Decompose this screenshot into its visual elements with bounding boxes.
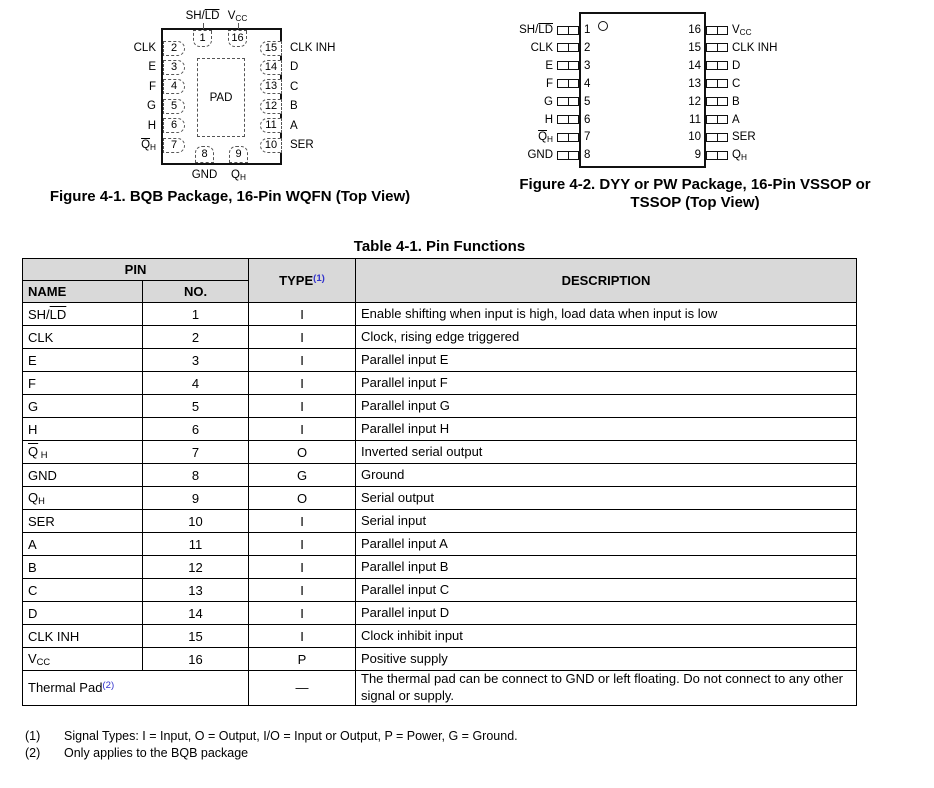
pin-label: $\overline{Q}_H$ (538, 131, 553, 145)
pin-number: 14 (264, 60, 278, 73)
pin-number: 13 (688, 77, 701, 90)
pin-lead (706, 79, 728, 88)
figure-4-2-tssop-diagram (500, 0, 920, 215)
footnote-row (25, 745, 518, 762)
table-row (23, 579, 857, 602)
pin-description-cell: Parallel input F (356, 372, 857, 395)
pin-no-cell: 3 (143, 349, 249, 372)
pin-lead (557, 115, 579, 124)
pin-label: $Q_H$ (732, 149, 747, 163)
pin-box (260, 118, 282, 133)
pin-lead (706, 151, 728, 160)
table-row (23, 303, 857, 326)
pin-number: 3 (584, 59, 591, 72)
pin-box (260, 79, 282, 94)
pin-number: 6 (584, 113, 591, 126)
table-row (23, 326, 857, 349)
pin-label: C (732, 77, 741, 90)
pin-number: 15 (264, 41, 278, 54)
pin-number: 13 (264, 80, 278, 93)
pin-box (260, 60, 282, 75)
pin-label: B (732, 95, 740, 108)
pin-number: 8 (201, 148, 208, 160)
pin-lead-divider (568, 44, 569, 51)
table-row (23, 441, 857, 464)
pin-no-cell: 6 (143, 418, 249, 441)
pin-number: 15 (688, 41, 701, 54)
pin-label: GND (191, 169, 218, 181)
figure-4-2-caption-line1: Figure 4-2. DYY or PW Package, 16-Pin VSSOP or (519, 176, 871, 193)
pin-lead (706, 43, 728, 52)
pin-lead (706, 61, 728, 70)
pin-number: 11 (689, 113, 701, 126)
pin-description-cell: Parallel input E (356, 349, 857, 372)
pin-label: D (290, 61, 299, 74)
pin-label: $SH/\overline{LD}$ (519, 24, 553, 36)
pin-name-cell: H (23, 418, 143, 441)
pin-number: 6 (170, 119, 178, 132)
table-header (23, 259, 857, 303)
pin-label: G (544, 95, 553, 108)
pin-type-cell: O (249, 487, 356, 510)
pin-description-cell: Parallel input A (356, 533, 857, 556)
footnote-text: Only applies to the BQB package (64, 745, 249, 760)
pin-description-cell: Positive supply (356, 648, 857, 671)
pin-type-cell: I (249, 349, 356, 372)
pin-number: 5 (584, 95, 591, 108)
pin-type-cell: G (249, 464, 356, 487)
pin-name-cell: $\overline{Q}$ $_H$ (23, 441, 143, 464)
table-row (23, 372, 857, 395)
pin-label: $V_{CC}$ (732, 24, 752, 37)
pin-label: F (148, 80, 156, 93)
pin-label: A (290, 119, 298, 132)
pin-no-cell: 8 (143, 464, 249, 487)
pin-number: 12 (264, 99, 278, 112)
table-row (23, 671, 857, 706)
pin-type-cell: I (249, 395, 356, 418)
footnote-link-1[interactable]: (1) (313, 273, 325, 284)
pin-lead-divider (717, 62, 718, 69)
pin-type-cell: I (249, 372, 356, 395)
pin-number: 14 (688, 59, 701, 72)
pin-description-cell: Clock inhibit input (356, 625, 857, 648)
pin-number: 16 (231, 32, 244, 44)
pin-type-cell: I (249, 556, 356, 579)
pin-name-cell: D (23, 602, 143, 625)
pin-name-cell: $Q_H$ (23, 487, 143, 510)
pin-no-cell: 14 (143, 602, 249, 625)
pin-no-cell: 13 (143, 579, 249, 602)
pin-label: CLK (530, 41, 553, 54)
pin-no-cell: 1 (143, 303, 249, 326)
pin-name-cell: C (23, 579, 143, 602)
pin-lead-divider (568, 152, 569, 159)
pin-box (163, 79, 185, 94)
pin-no-cell: 12 (143, 556, 249, 579)
pin-lead-divider (568, 62, 569, 69)
pin-type-cell: I (249, 303, 356, 326)
pin-tick (238, 23, 239, 29)
pin-lead (706, 115, 728, 124)
pin-no-cell: 15 (143, 625, 249, 648)
pin-description-cell: Parallel input B (356, 556, 857, 579)
pin-number: 16 (688, 24, 701, 36)
pin-description-cell: Serial input (356, 510, 857, 533)
pin-box (228, 30, 247, 47)
pin-description-cell: Parallel input G (356, 395, 857, 418)
pin-no-cell: 9 (143, 487, 249, 510)
figure-4-1-caption: Figure 4-1. BQB Package, 16-Pin WQFN (Top View) (49, 188, 411, 205)
table-row (23, 602, 857, 625)
table-row (23, 648, 857, 671)
pin-label: G (147, 100, 156, 113)
pin-box (260, 41, 282, 56)
pin-lead-divider (568, 27, 569, 34)
header-name: NAME (23, 281, 143, 303)
header-type: TYPE$^{(1)}$ (249, 259, 356, 303)
pin-type-cell: I (249, 418, 356, 441)
pin-description-cell: Serial output (356, 487, 857, 510)
pin-lead (706, 26, 728, 35)
pin-box (260, 138, 282, 153)
pin-label: C (290, 80, 299, 93)
pin-description-cell: Clock, rising edge triggered (356, 326, 857, 349)
footnote-link[interactable]: (2) (102, 680, 115, 692)
pin-lead (706, 97, 728, 106)
pin-number: 2 (170, 41, 178, 54)
pin-label: $SH/\overline{LD}$ (185, 10, 220, 22)
pin-box (163, 99, 185, 114)
footnote-text: Signal Types: I = Input, O = Output, I/O = Input or Output, P = Power, G = Ground. (64, 729, 518, 743)
pin-description-cell: Parallel input D (356, 602, 857, 625)
pin-no-cell: 7 (143, 441, 249, 464)
pin-description-cell: The thermal pad can be connect to GND or left floating. Do not connect to any other signal or supply. (356, 671, 857, 706)
pin-lead-divider (717, 152, 718, 159)
pin-lead-divider (717, 44, 718, 51)
pin-number: 3 (170, 60, 178, 73)
pin-name-cell: GND (23, 464, 143, 487)
pin-number: 4 (584, 77, 591, 90)
pin-no-cell: 10 (143, 510, 249, 533)
pin-number: 9 (694, 149, 701, 162)
table-row (23, 395, 857, 418)
pin-name-cell: CLK INH (23, 625, 143, 648)
table-row (23, 510, 857, 533)
pin-label: CLK INH (732, 41, 778, 54)
pin-label: A (732, 113, 740, 126)
footnote-row (25, 728, 518, 745)
pin-label: $V_{CC}$ (227, 10, 248, 23)
header-no: NO. (143, 281, 249, 303)
table-row (23, 625, 857, 648)
pin-lead-divider (568, 134, 569, 141)
pin-tick (203, 23, 204, 29)
pin-label: B (290, 100, 298, 113)
pin-number: 2 (584, 41, 591, 54)
pin-label: E (545, 59, 553, 72)
table-row (23, 533, 857, 556)
footnote-number: (2) (25, 745, 41, 760)
pin-lead-divider (717, 134, 718, 141)
pin-name-cell: Thermal Pad$^{(2)}$ (23, 671, 249, 706)
pin-name-cell: CLK (23, 326, 143, 349)
footnotes (25, 728, 518, 761)
pin-number: 7 (584, 131, 591, 144)
pin-no-cell: 2 (143, 326, 249, 349)
pin-label: H (147, 119, 156, 132)
pin-description-cell: Inverted serial output (356, 441, 857, 464)
pin-label: CLK INH (290, 42, 336, 54)
pin-lead (706, 133, 728, 142)
pin-functions-table (22, 258, 857, 706)
pin-name-cell: SER (23, 510, 143, 533)
pin-type-cell: I (249, 326, 356, 349)
pin-description-cell: Parallel input C (356, 579, 857, 602)
pin-lead (557, 61, 579, 70)
pin-no-cell: 16 (143, 648, 249, 671)
pin-lead-divider (568, 80, 569, 87)
pin-number: 4 (170, 80, 178, 93)
table-row (23, 349, 857, 372)
pin-lead (557, 43, 579, 52)
pin-box (163, 118, 185, 133)
pin-label: SER (290, 139, 314, 151)
pin-lead (557, 26, 579, 35)
pin-type-cell: I (249, 510, 356, 533)
pin-label: H (544, 113, 553, 126)
pin-number: 12 (688, 95, 701, 108)
pin-box (163, 60, 185, 75)
pin-lead (557, 151, 579, 160)
pin-label: $\overline{Q}_H$ (141, 139, 156, 152)
footnote-number: (1) (25, 729, 41, 743)
pin-name-cell: B (23, 556, 143, 579)
pin-number: 10 (688, 131, 701, 144)
header-description: DESCRIPTION (356, 259, 857, 303)
pin-label: D (732, 59, 741, 72)
pin-box (260, 99, 282, 114)
pin-number: 8 (584, 149, 591, 162)
pin-lead-divider (717, 98, 718, 105)
table-row (23, 464, 857, 487)
header-pin: PIN (23, 259, 249, 281)
table-title: Table 4-1. Pin Functions (353, 238, 526, 255)
pin-label: GND (527, 149, 553, 162)
pin-no-cell: 4 (143, 372, 249, 395)
pin-type-cell: O (249, 441, 356, 464)
pin-description-cell: Parallel input H (356, 418, 857, 441)
figure-4-2-caption-line2: TSSOP (Top View) (630, 194, 760, 211)
pin-box (195, 146, 214, 163)
pin-name-cell: G (23, 395, 143, 418)
pin-label: E (148, 61, 156, 74)
figure-4-1-wqfn-diagram (49, 0, 411, 215)
pin-number: 11 (265, 119, 277, 132)
pin-type-cell: P (249, 648, 356, 671)
pin-name-cell: $V_{CC}$ (23, 648, 143, 671)
pin-type-cell: I (249, 579, 356, 602)
pin-number: 10 (264, 138, 278, 151)
pin-lead-divider (717, 116, 718, 123)
pin-number: 1 (199, 32, 206, 44)
pin-number: 5 (170, 99, 178, 112)
pin-number: 1 (584, 24, 591, 36)
thermal-pad-outline (197, 58, 245, 137)
table-row (23, 487, 857, 510)
table-row (23, 556, 857, 579)
pin-description-cell: Ground (356, 464, 857, 487)
pin-box (193, 30, 212, 47)
pin-label: CLK (133, 42, 156, 54)
pin-label: F (545, 77, 553, 90)
pin-number: 7 (170, 138, 178, 151)
pin-lead-divider (717, 80, 718, 87)
pin-label: SER (732, 131, 756, 144)
pin-lead (557, 133, 579, 142)
pin-type-cell: I (249, 625, 356, 648)
pad-label: PAD (209, 91, 233, 104)
pin-lead-divider (568, 116, 569, 123)
pin-type-cell: I (249, 533, 356, 556)
pin-number: 9 (235, 148, 242, 160)
pin1-indicator-icon (598, 21, 608, 31)
pin-type-cell: I (249, 602, 356, 625)
pin-box (163, 41, 185, 56)
pin-box (163, 138, 185, 153)
pin-description-cell: Enable shifting when input is high, load data when input is low (356, 303, 857, 326)
pin-name-cell: A (23, 533, 143, 556)
pin-no-cell: 11 (143, 533, 249, 556)
pin-name-cell: F (23, 372, 143, 395)
pin-lead-divider (568, 98, 569, 105)
table-row (23, 418, 857, 441)
pin-lead (557, 79, 579, 88)
pin-no-cell: 5 (143, 395, 249, 418)
pin-lead-divider (717, 27, 718, 34)
pin-lead (557, 97, 579, 106)
pin-name-cell: E (23, 349, 143, 372)
pin-box (229, 146, 248, 163)
pin-type-cell: — (249, 671, 356, 706)
pin-label: $Q_H$ (231, 169, 246, 182)
pin-name-cell: $SH/\overline{LD}$ (23, 303, 143, 326)
